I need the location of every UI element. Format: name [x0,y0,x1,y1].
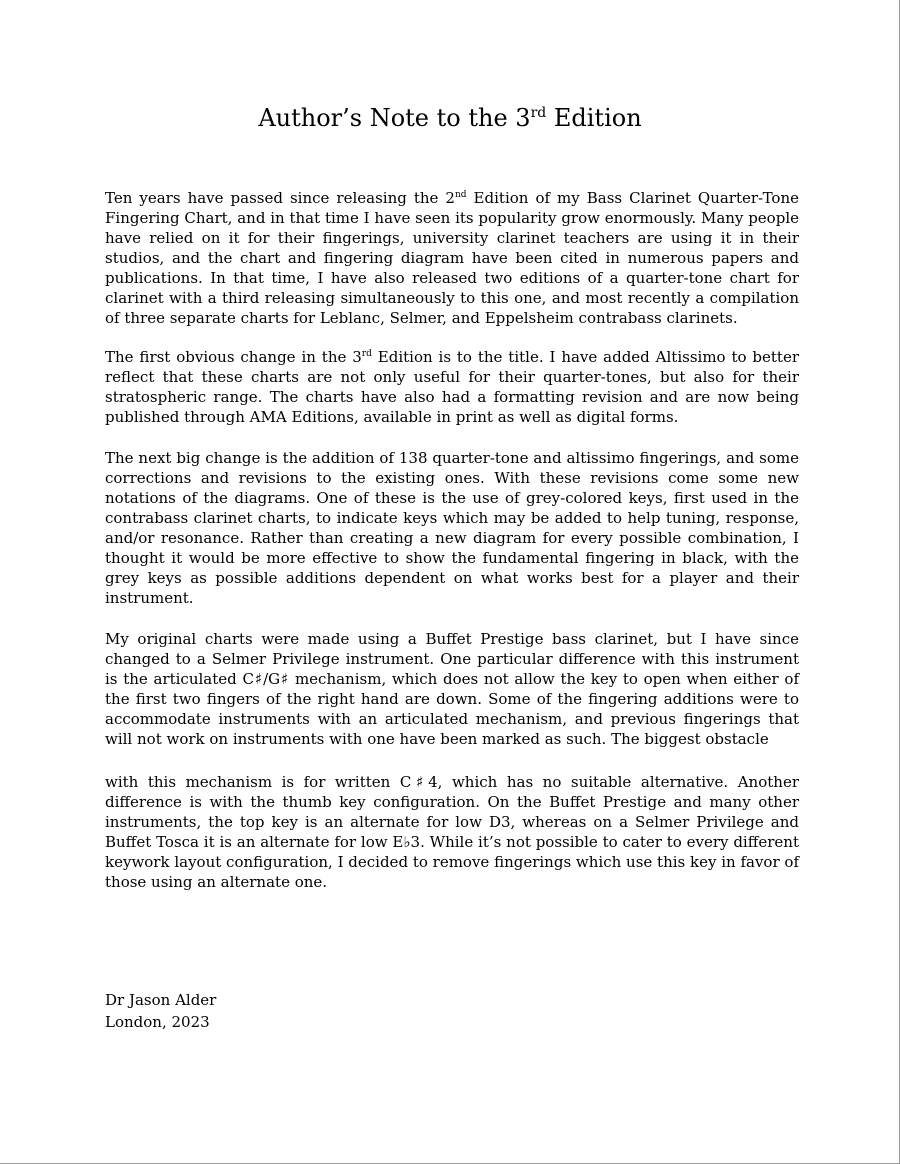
title-text: Author’s Note to the 3 [258,104,531,132]
paragraph-3: The next big change is the addition of 138 quarter-tone and altissimo fingerings, and some corrections and revisions to the existing ones. With these revisions come some new notations of the diagrams. One of these is the use of grey-colored keys, first used in the contrabass clarinet charts, to indicate keys which may be added to help tuning, response, and/or resonance. Rather than creating a new diagram for every possible combination, I thought it would be more effective to show the fundamental fingering in black, with the grey keys as possible additions dependent on what works best for a player and their instrument. [105,449,799,607]
paragraph-2: The first obvious change in the 3rd Edition is to the title. I have added Altissimo to better reflect that these charts are not only useful for their quarter-tones, but also for their stratospheric range. The charts have also had a formatting revision and are now being published through AMA Editions, available in print as well as digital forms. [105,348,799,426]
paragraph-4: My original charts were made using a Buffet Prestige bass clarinet, but I have since changed to a Selmer Privilege instrument. One particular difference with this instrument is the articulated C♯/G♯ mechanism, which does not allow the key to open when either of the first two fingers of the right hand are down. Some of the fingering additions were to accommodate instruments with an articulated mechanism, and previous fingerings that will not work on instruments with one have been marked as such. The biggest obstacle [105,630,799,748]
title-text-end: Edition [546,104,642,132]
signature-place-date: London, 2023 [105,1013,210,1031]
paragraph-1: Ten years have passed since releasing the 2nd Edition of my Bass Clarinet Quarter-Tone Fingering Chart, and in that time I have seen its popularity grow enormously. Many people have relied on it for their fingerings, university clarinet teachers are using it in their studios, and the chart and fingering diagram have been cited in numerous papers and publications. In that time, I have also released two editions of a quarter-tone chart for clarinet with a third releasing simultaneously to this one, and most recently a compilation of three separate charts for Leblanc, Selmer, and Eppelsheim contrabass clarinets. [105,189,799,327]
signature-name: Dr Jason Alder [105,991,217,1009]
page-title [0,104,900,132]
paragraph-5: with this mechanism is for written C♯4, which has no suitable alternative. Another difference is with the thumb key configuration. On the Buffet Prestige and many other instruments, the top key is an alternate for low D3, whereas on a Selmer Privilege and Buffet Tosca it is an alternate for low E♭3. While it’s not possible to cater to every different keywork layout configuration, I decided to remove fingerings which use this key in favor of those using an alternate one. [105,773,799,891]
title-superscript: rd [530,105,547,121]
